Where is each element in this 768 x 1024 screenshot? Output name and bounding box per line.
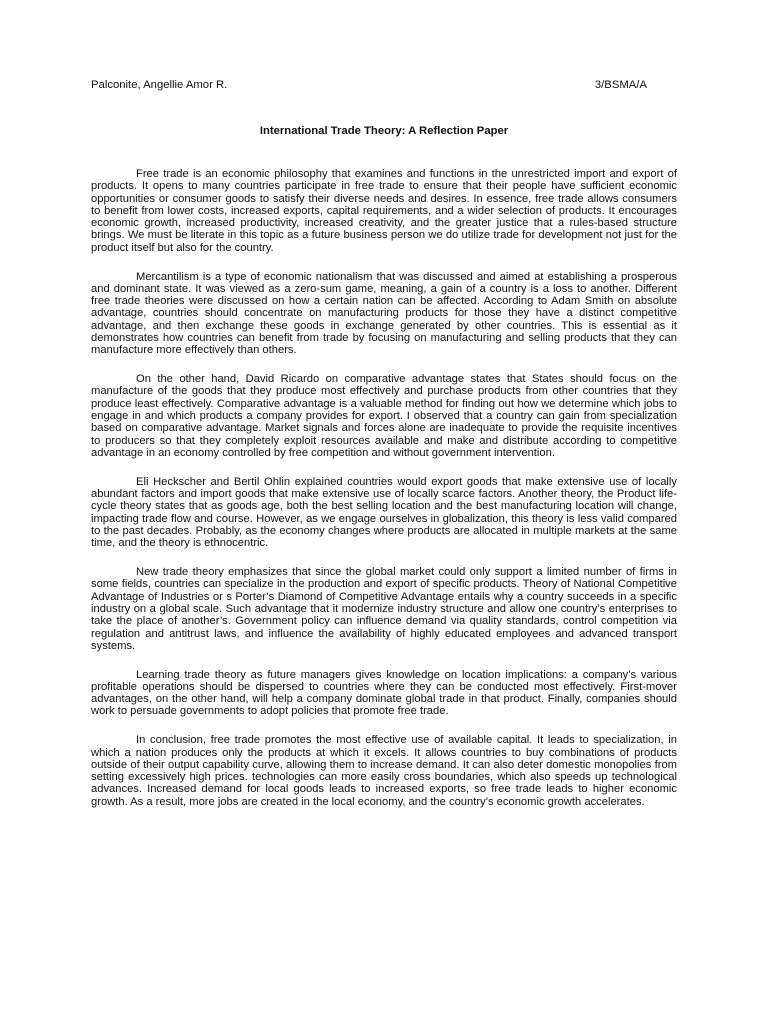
paragraph-conclusion: In conclusion, free trade promotes the most effective use of available capital. It leads to specialization, in which a nation produces only the products at which it excels. It allows countries to buy combinations of products outside of their output capability curve, allowing them to increase demand. It can also deter domestic monopolies from setting excessively high prices. technologies can more easily cross boundaries, which also speeds up technological advances. Increased demand for local goods leads to increased exports, so free trade leads to higher economic growth. As a result, more jobs are created in the local economy, and the country’s economic growth accelerates.	[91, 734, 677, 808]
body-text	[91, 168, 677, 825]
paragraph-heckscher-ohlin: Eli Heckscher and Bertil Ohlin explained countries would export goods that make extensive use of locally abundant factors and import goods that make extensive use of locally scarce factors. Another theory, the Product life-cycle theory states that as goods age, both the best selling location and the best manufacturing location will change, impacting trade flow and course. However, as we engage ourselves in globalization, this theory is less valid compared to the past decades. Probably, as the economy changes where products are allocated in multiple markets at the same time, and the theory is ethnocentric.	[91, 475, 677, 550]
paragraph-free-trade: Free trade is an economic philosophy that examines and functions in the unrestricted import and export of products. It opens to many countries participate in free trade to ensure that their people have sufficient economic opportunities or consumer goods to satisfy their diverse needs and desires. In essence, free trade allows consumers to benefit from lower costs, increased exports, capital requirements, and a wider selection of products. It encourages economic growth, increased productivity, increased creativity, and the greater justice that a rules-based structure brings. We must be literate in this topic as a future business person we do utilize trade for development not just for the product itself but also for the country.	[91, 168, 677, 254]
paragraph-mercantilism: Mercantilism is a type of economic nationalism that was discussed and aimed at establishing a prosperous and dominant state. It was viewed as a zero-sum game, meaning, a gain of a country is a loss to another. Different free trade theories were discussed on how a certain nation can be affected. According to Adam Smith on absolute advantage, countries should concentrate on manufacturing products for those they have a distinct competitive advantage, and then exchange these goods in exchange generated by other countries. This is essential as it demonstrates how countries can benefit from trade by focusing on manufacturing and selling products that they can manufacture more effectively than others.	[91, 270, 677, 357]
section-label: 3/BSMA/A	[594, 79, 647, 91]
header-row	[91, 78, 647, 94]
paper-title: International Trade Theory: A Reflection Paper	[259, 125, 509, 137]
paragraph-new-trade-theory: New trade theory emphasizes that since the global market could only support a limited number of firms in some fields, countries can specialize in the production and export of specific products. Theory of National Competitive Advantage of Industries or s Porter’s Diamond of Competitive Advantage entails why a country succeeds in a specific industry on a global scale. Such advantage that it modernize industry structure and allow one country’s enterprises to take the place of another’s. Government policy can influence demand via quality standards, control competition via regulation and antitrust laws, and influence the availability of highly educated employees and advanced transport systems.	[91, 566, 677, 652]
paragraph-comparative-advantage: On the other hand, David Ricardo on comparative advantage states that States should focus on the manufacture of the goods that they produce most effectively and purchase products from other countries that they produce least effectively. Comparative advantage is a valuable method for finding out how we determine which jobs to engage in and which products a company provides for export. I observed that a country can gain from specialization based on comparative advantage. Market signals and forces alone are inadequate to provide the requisite incentives to producers so that they completely exploit resources available and make and distribute according to competitive advantage in an economy controlled by free competition and without government intervention.	[91, 373, 677, 459]
author-name: Palconite, Angellie Amor R.	[91, 79, 228, 91]
paragraph-learning-trade-theory: Learning trade theory as future managers gives knowledge on location implications: a company’s various profitable operations should be dispersed to countries where they can be conducted most effectively. First-mover advantages, on the other hand, will help a company dominate global trade in that product. Finally, companies should work to persuade governments to adopt policies that promote free trade.	[91, 668, 677, 718]
